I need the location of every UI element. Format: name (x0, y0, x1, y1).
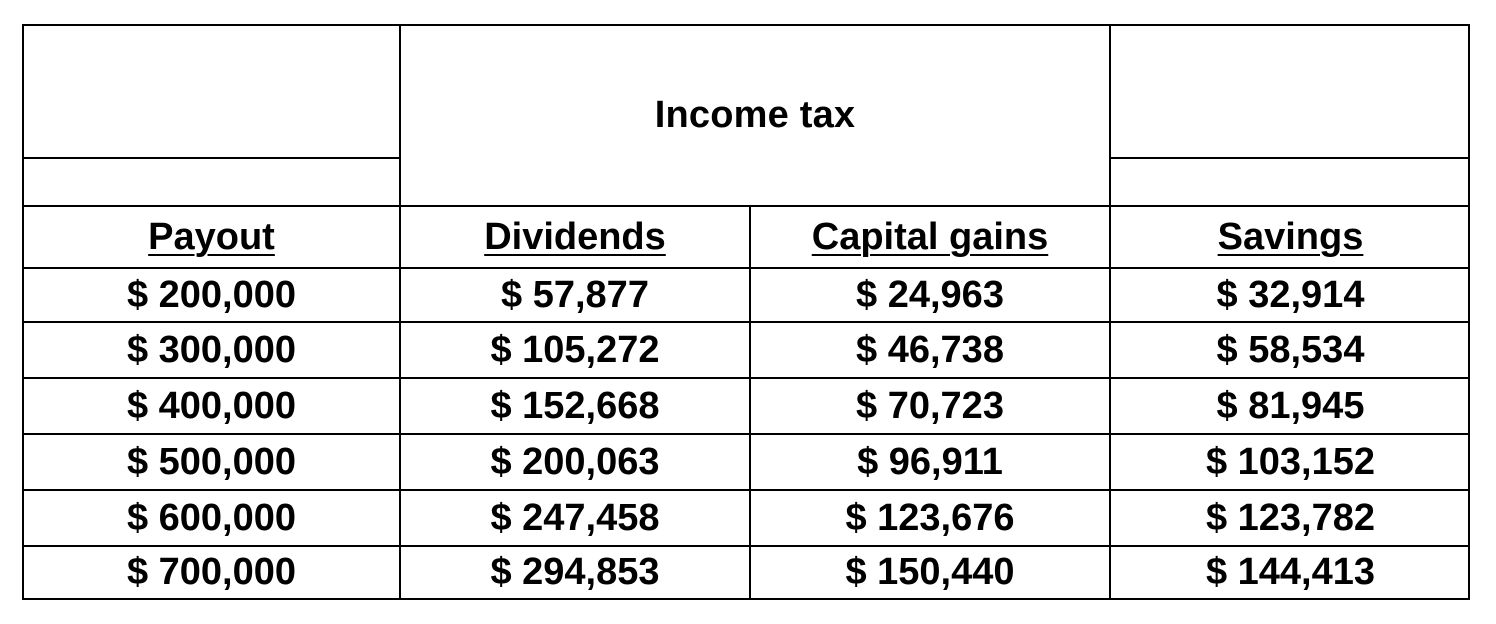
table-cell-dividends: $ 294,853 (490, 551, 660, 593)
table-cell-capital-gains: $ 96,911 (857, 440, 1003, 483)
table-cell-savings: $ 123,782 (1205, 496, 1376, 539)
column-header-dividends: Dividends (484, 215, 666, 258)
table-cell-payout: $ 300,000 (126, 328, 297, 371)
income-tax-table (22, 24, 1470, 600)
column-header-savings: Savings (1217, 215, 1364, 258)
table-cell-payout: $ 500,000 (126, 440, 297, 483)
table-cell-dividends: $ 57,877 (501, 273, 649, 316)
table-cell-payout: $ 400,000 (126, 384, 297, 427)
table-cell-savings: $ 32,914 (1216, 273, 1365, 316)
table-cell-capital-gains: $ 123,676 (845, 496, 1015, 539)
column-header-payout: Payout (148, 215, 275, 258)
table-cell-capital-gains: $ 46,738 (856, 328, 1004, 371)
table-cell-payout: $ 700,000 (126, 551, 297, 593)
table-cell-payout: $ 600,000 (126, 496, 297, 539)
table-cell-savings: $ 58,534 (1216, 328, 1365, 371)
table-cell-dividends: $ 152,668 (490, 384, 660, 427)
table-cell-capital-gains: $ 24,963 (856, 273, 1004, 316)
table-cell-savings: $ 81,945 (1216, 384, 1365, 427)
divider (24, 157, 400, 159)
table-cell-dividends: $ 247,458 (490, 496, 660, 539)
table-cell-savings: $ 103,152 (1205, 440, 1376, 483)
divider (1110, 157, 1470, 159)
table-cell-capital-gains: $ 150,440 (845, 551, 1015, 593)
table-cell-savings: $ 144,413 (1205, 551, 1376, 593)
table-cell-dividends: $ 105,272 (490, 328, 660, 371)
column-header-capital-gains: Capital gains (811, 215, 1049, 258)
table-cell-capital-gains: $ 70,723 (856, 384, 1004, 427)
table-cell-payout: $ 200,000 (126, 273, 297, 316)
table-cell-dividends: $ 200,063 (490, 440, 660, 483)
group-header-income-tax: Income tax (654, 94, 856, 136)
